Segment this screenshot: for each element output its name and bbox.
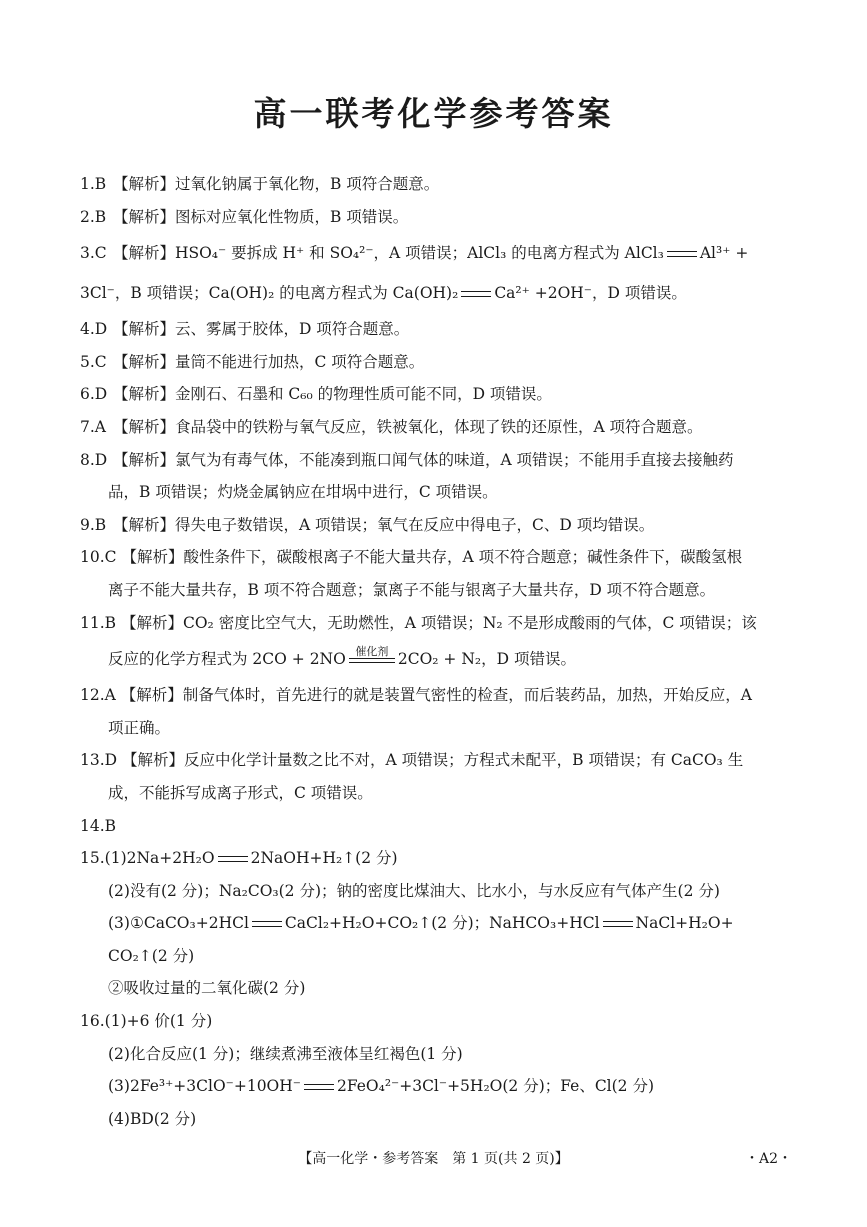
answer-1: 1.B 【解析】过氧化钠属于氧化物，B 项符合题意。: [80, 175, 440, 193]
equals-sign: [252, 921, 282, 927]
answer-11: 11.B 【解析】CO₂ 密度比空气大，无助燃性，A 项错误；N₂ 不是形成酸雨的气体，C 项错误；该: [80, 613, 757, 632]
equals-sign: [667, 251, 697, 257]
answer-15-1: 15.(1)2Na+2H₂O 2NaOH+H₂↑(2 分): [80, 849, 398, 868]
answer-3-cont: 3Cl⁻，B 项错误；Ca(OH)₂ 的电离方程式为 Ca(OH)₂ Ca²⁺ +2OH⁻，D 项错误。: [80, 284, 687, 303]
page-code: ・A2・: [745, 1151, 793, 1167]
answer-16-3: (3)2Fe³⁺+3ClO⁻+10OH⁻ 2FeO₄²⁻+3Cl⁻+5H₂O(2 分)；Fe、Cl(2 分): [108, 1077, 655, 1096]
answer-15-3-2: ②吸收过量的二氧化碳(2 分): [108, 979, 306, 998]
page-title: 高一联考化学参考答案: [253, 94, 614, 133]
answer-13: 13.D 【解析】反应中化学计量数之比不对，A 项错误；方程式未配平，B 项错误；有 CaCO₃ 生: [80, 751, 744, 770]
answer-11-cont: 反应的化学方程式为 2CO + 2NO 催化剂 2CO₂ + N₂，D 项错误。: [108, 645, 576, 669]
equals-sign: [461, 291, 491, 297]
equals-sign: [304, 1084, 334, 1090]
answer-9: 9.B 【解析】得失电子数错误，A 项错误；氧气在反应中得电子，C、D 项均错误。: [80, 515, 655, 534]
answer-5: 5.C 【解析】量筒不能进行加热，C 项符合题意。: [80, 352, 425, 371]
equals-sign: [603, 921, 633, 927]
answer-12-cont: 项正确。: [108, 718, 171, 737]
answer-12: 12.A 【解析】制备气体时，首先进行的就是装置气密性的检查，而后装药品，加热，开始反应，A: [80, 686, 752, 705]
answer-8: 8.D 【解析】氯气为有毒气体，不能凑到瓶口闻气体的味道，A 项错误；不能用手直接去接触药: [80, 450, 734, 469]
answer-14: 14.B: [80, 816, 117, 835]
answer-15-3: (3)①CaCO₃+2HCl CaCl₂+H₂O+CO₂↑(2 分)；NaHCO₃+HCl NaCl+H₂O+: [108, 914, 734, 933]
answer-13-cont: 成，不能拆写成离子形式，C 项错误。: [108, 783, 373, 802]
answer-15-3-cont: CO₂↑(2 分): [108, 946, 195, 965]
equals-sign: [218, 856, 248, 862]
page-footer: 【高一化学・参考答案 第 1 页(共 2 页)】: [298, 1151, 569, 1167]
answer-16-2: (2)化合反应(1 分)；继续煮沸至液体呈红褐色(1 分): [108, 1044, 463, 1063]
catalyst-arrow: 催化剂: [349, 645, 395, 663]
answer-list: [80, 168, 790, 1135]
answer-3: 3.C 【解析】HSO₄⁻ 要拆成 H⁺ 和 SO₄²⁻，A 项错误；AlCl₃ 的电离方程式为 AlCl₃ Al³⁺ +: [80, 244, 749, 263]
answer-4: 4.D 【解析】云、雾属于胶体，D 项符合题意。: [80, 320, 410, 339]
answer-10-cont: 离子不能大量共存，B 项不符合题意；氯离子不能与银离子大量共存，D 项不符合题意。: [108, 580, 716, 599]
answer-8-cont: 品，B 项错误；灼烧金属钠应在坩埚中进行，C 项错误。: [108, 483, 498, 502]
answer-6: 6.D 【解析】金刚石、石墨和 C₆₀ 的物理性质可能不同，D 项错误。: [80, 385, 552, 404]
answer-7: 7.A 【解析】食品袋中的铁粉与氧气反应，铁被氧化，体现了铁的还原性，A 项符合题意。: [80, 417, 703, 436]
answer-2: 2.B 【解析】图标对应氧化性物质，B 项错误。: [80, 207, 409, 226]
answer-15-2: (2)没有(2 分)；Na₂CO₃(2 分)；钠的密度比煤油大、比水小，与水反应有气体产生(2 分): [108, 881, 720, 900]
answer-16-4: (4)BD(2 分): [108, 1109, 197, 1128]
answer-16-1: 16.(1)+6 价(1 分): [80, 1012, 213, 1031]
answer-10: 10.C 【解析】酸性条件下，碳酸根离子不能大量共存，A 项不符合题意；碱性条件下，碳酸氢根: [80, 548, 743, 567]
